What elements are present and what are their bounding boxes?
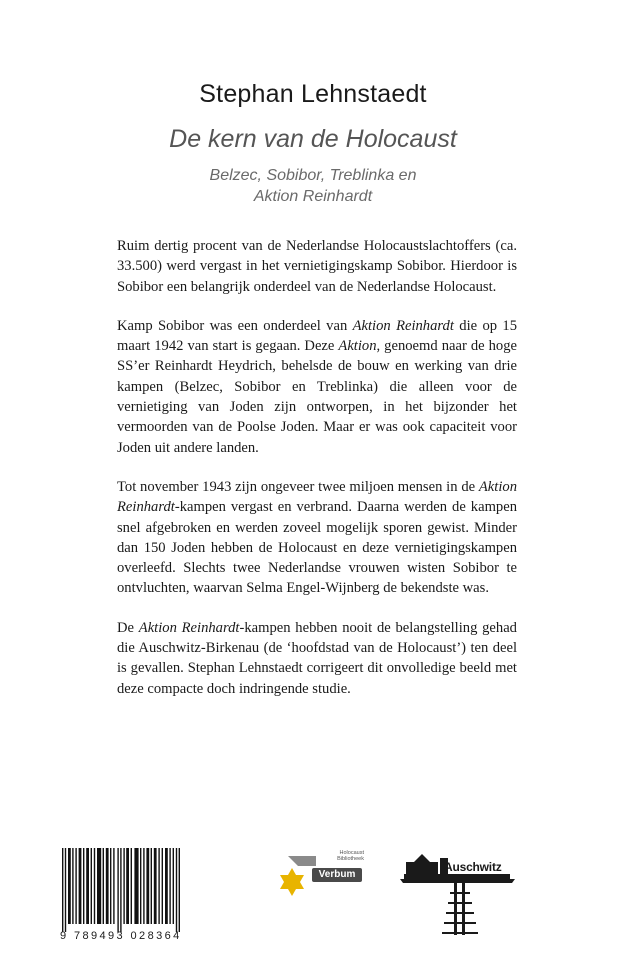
book-subtitle <box>0 165 626 207</box>
holocaust-bibliotheek-verbum-logo <box>272 850 366 906</box>
p2-italic-1: Aktion Reinhardt <box>352 317 454 334</box>
verbum-wordmark: Verbum <box>312 868 362 882</box>
blurb-paragraph-4 <box>117 618 517 699</box>
p3-text-a: Tot november 1943 zijn ongeveer twee miljoen mensen in de <box>117 478 479 495</box>
subtitle-line-1: Belzec, Sobibor, Treblinka en <box>209 167 417 184</box>
isbn-barcode <box>62 848 180 932</box>
p4-italic-1: Aktion Reinhardt <box>138 619 240 636</box>
isbn-number: 9 789493 028364 <box>60 930 182 942</box>
p4-text-a: De <box>117 619 139 636</box>
p4-text-b: -kampen hebben nooit de belangstelling gehad die Auschwitz-Birkenau (de ‘hoofdstad van de Holocaust’) ten deel is gevallen. Stephan Lehnstaedt corrigeert dit onvolledige beeld met deze compacte doch indringende studie. <box>117 619 517 697</box>
auschwitz-logo <box>400 852 515 937</box>
p2-italic-2: Aktion <box>338 338 377 355</box>
star-of-david-icon <box>272 856 316 906</box>
verbum-line-2: Bibliotheek <box>337 856 364 862</box>
verbum-line-1: Holocaust <box>339 850 364 856</box>
p2-text-b: die op 15 maart 1942 van start is gegaan. Deze <box>117 317 518 355</box>
blurb <box>117 236 517 718</box>
p3-italic-1: Aktion Reinhardt <box>117 478 517 516</box>
verbum-tagline <box>308 850 364 862</box>
blurb-paragraph-1: Ruim dertig procent van de Nederlandse Holocaustslachtoffers (ca. 33.500) werd vergast in het vernietigingskamp Sobibor. Hierdoor is Sobibor een belangrijk onderdeel van de Nederlandse Holocaust. <box>117 238 517 295</box>
p2-text-c: , genoemd naar de hoge SS’er Reinhardt Heydrich, behelsde de bouw en werking van drie kampen (Belzec, Sobibor en Treblinka) die alleen voor de vernietiging van Joden zijn ontworpen, in het bijzonder het vermoorden van de Poolse Joden. Maar er was ook capaciteit voor Joden uit andere landen. <box>117 338 517 456</box>
blurb-paragraph-2 <box>117 316 517 458</box>
book-title: De kern van de Holocaust <box>169 125 457 153</box>
blurb-paragraph-3 <box>117 477 517 599</box>
p3-text-b: -kampen vergast en verbrand. Daarna werden de kampen snel afgebroken en werden zoveel mogelijk sporen gewist. Minder dan 150 Joden hebben de Holocaust en deze vernietigingskampen overleefd. Slechts twee Nederlandse vrouwen wisten Sobibor te ontvluchten, waarvan Selma Engel-Wijnberg de bekendste was. <box>117 499 517 597</box>
subtitle-line-2: Aktion Reinhardt <box>253 188 373 205</box>
author-name: Stephan Lehnstaedt <box>199 80 427 108</box>
auschwitz-wordmark: Auschwitz <box>444 860 502 874</box>
p2-text-a: Kamp Sobibor was een onderdeel van <box>117 317 353 334</box>
